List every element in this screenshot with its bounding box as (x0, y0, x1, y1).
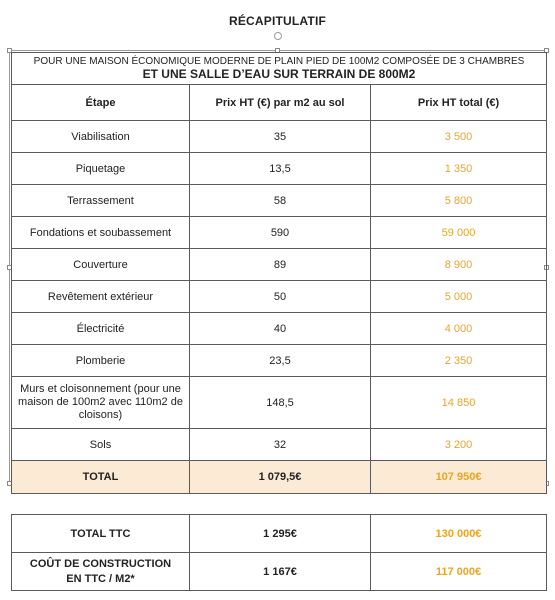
cell-prix-total: 3 500 (371, 121, 547, 153)
table-row (12, 185, 547, 217)
header-row-2 (12, 67, 547, 85)
cost-table (11, 52, 547, 494)
cell-etape: Couverture (12, 249, 190, 281)
cell-etape: Électricité (12, 313, 190, 345)
header-line-2: ET UNE SALLE D’EAU SUR TERRAIN DE 800M2 (12, 67, 547, 85)
cell-prix-m2: 590 (190, 217, 371, 249)
object-anchor-icon[interactable] (274, 32, 282, 40)
cell-prix-total: 14 850 (371, 377, 547, 429)
cell-etape: Sols (12, 429, 190, 461)
cell-prix-m2: 13,5 (190, 153, 371, 185)
total-row (12, 461, 547, 494)
table-row (12, 281, 547, 313)
cell-prix-m2: 50 (190, 281, 371, 313)
cell-etape: Piquetage (12, 153, 190, 185)
cell-prix-m2: 89 (190, 249, 371, 281)
header-row-1 (12, 53, 547, 68)
cell-prix-m2: 35 (190, 121, 371, 153)
summary-value-total: 130 000€ (371, 515, 547, 553)
cell-prix-m2: 32 (190, 429, 371, 461)
summary-value-total: 117 000€ (371, 553, 547, 591)
cell-prix-m2: 58 (190, 185, 371, 217)
summary-row (12, 553, 547, 591)
cell-etape: Revêtement extérieur (12, 281, 190, 313)
column-header-prix-total: Prix HT total (€) (371, 85, 547, 121)
column-header-etape: Étape (12, 85, 190, 121)
cell-prix-total: 1 350 (371, 153, 547, 185)
cell-prix-total: 3 200 (371, 429, 547, 461)
cell-prix-total: 8 900 (371, 249, 547, 281)
table-row (12, 377, 547, 429)
header-line-1: POUR UNE MAISON ÉCONOMIQUE MODERNE DE PLAIN PIED DE 100M2 COMPOSÉE DE 3 CHAMBRES (12, 53, 547, 68)
table-row (12, 121, 547, 153)
cell-prix-total: 59 000 (371, 217, 547, 249)
cell-prix-total: 5 800 (371, 185, 547, 217)
document-title: RÉCAPITULATIF (228, 14, 327, 28)
column-header-row (12, 85, 547, 121)
summary-row (12, 515, 547, 553)
column-header-prix-m2: Prix HT (€) par m2 au sol (190, 85, 371, 121)
cell-prix-m2: 40 (190, 313, 371, 345)
cell-etape: Murs et cloisonnement (pour une maison de 100m2 avec 110m2 de cloisons) (12, 377, 190, 429)
total-label: TOTAL (12, 461, 190, 494)
cell-etape: Plomberie (12, 345, 190, 377)
cell-etape: Viabilisation (12, 121, 190, 153)
total-prix-total: 107 950€ (371, 461, 547, 494)
table-row (12, 217, 547, 249)
summary-table (11, 514, 547, 591)
cell-prix-total: 4 000 (371, 313, 547, 345)
table-row (12, 345, 547, 377)
cell-etape: Terrassement (12, 185, 190, 217)
summary-label: COÛT DE CONSTRUCTION EN TTC / M2* (12, 553, 190, 591)
table-row (12, 429, 547, 461)
table-row (12, 153, 547, 185)
cell-prix-m2: 23,5 (190, 345, 371, 377)
cell-prix-m2: 148,5 (190, 377, 371, 429)
summary-label: TOTAL TTC (12, 515, 190, 553)
total-prix-m2: 1 079,5€ (190, 461, 371, 494)
cell-prix-total: 5 000 (371, 281, 547, 313)
cell-etape: Fondations et soubassement (12, 217, 190, 249)
table-row (12, 249, 547, 281)
cell-prix-total: 2 350 (371, 345, 547, 377)
summary-value-m2: 1 295€ (190, 515, 371, 553)
summary-value-m2: 1 167€ (190, 553, 371, 591)
table-row (12, 313, 547, 345)
